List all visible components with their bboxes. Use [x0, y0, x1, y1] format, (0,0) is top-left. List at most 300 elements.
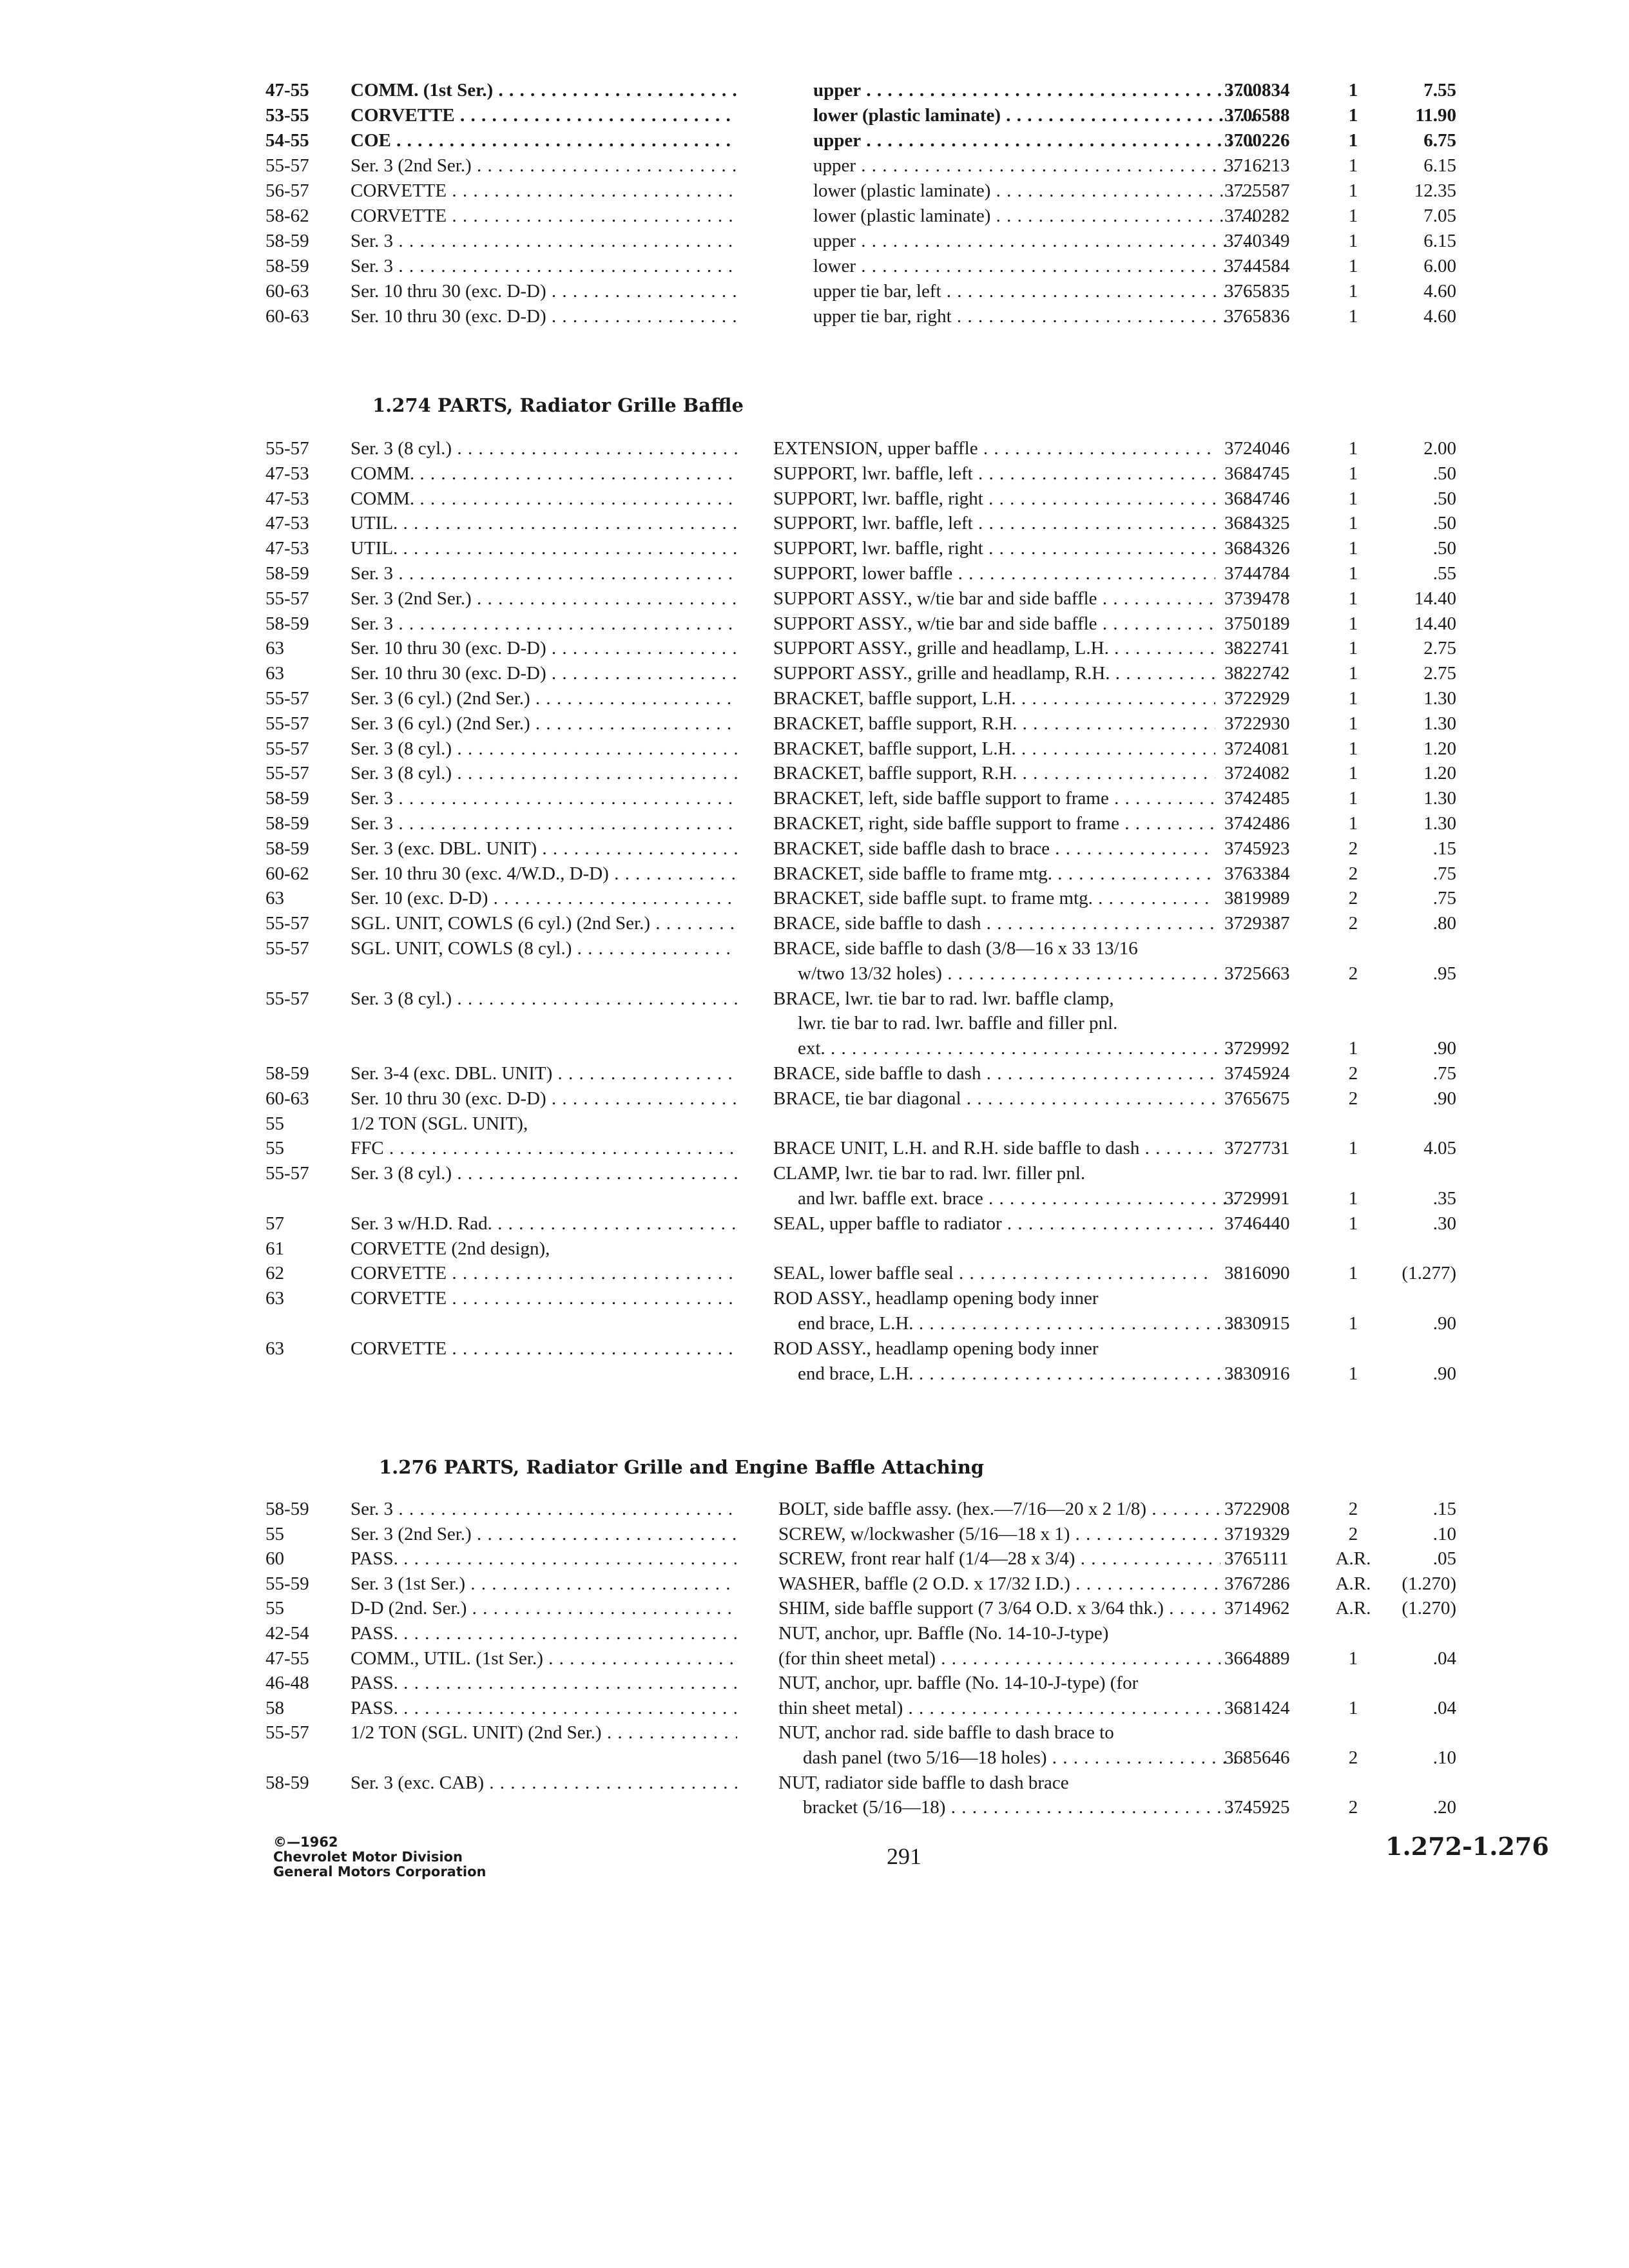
description-cell: BRACE UNIT, L.H. and R.H. side baffle to dash . . . [773, 1135, 1215, 1161]
table-row [0, 102, 1629, 128]
table-row [0, 203, 1629, 229]
year-cell: 47-53 [265, 513, 309, 534]
table-row [0, 1745, 1629, 1771]
year-cell: 58-62 [265, 206, 309, 226]
quantity-cell: 2 [1348, 1088, 1358, 1109]
year-cell: 58-59 [265, 1499, 309, 1519]
model-cell: Ser. 10 thru 30 (exc. 4/W.D., D-D) . . . [351, 861, 737, 887]
price-cell: 4.60 [1423, 306, 1456, 327]
table-row [0, 686, 1629, 711]
quantity-cell: A.R. [1335, 1548, 1371, 1570]
description-cell: ROD ASSY., headlamp opening body inner [773, 1288, 1099, 1309]
description-cell: SUPPORT ASSY., grille and headlamp, R.H. . . . [773, 660, 1215, 686]
model-cell: 1/2 TON (SGL. UNIT), [351, 1113, 528, 1134]
price-cell: .10 [1432, 1523, 1456, 1544]
year-cell: 55-57 [265, 155, 309, 176]
price-cell: .04 [1432, 1648, 1456, 1669]
model-cell: CORVETTE . . . [351, 1260, 737, 1286]
price-cell: .75 [1432, 1063, 1456, 1084]
description-cell: BRACE, side baffle to dash . . . [773, 910, 1215, 936]
table-row [0, 1186, 1629, 1211]
table-row [0, 611, 1629, 637]
table-row [0, 586, 1629, 611]
year-cell: 55-57 [265, 938, 309, 959]
part-number-cell: 3745925 [1224, 1797, 1290, 1818]
year-cell: 42-54 [265, 1623, 309, 1644]
table-row [0, 861, 1629, 887]
part-number-cell: 3765835 [1224, 281, 1290, 302]
model-cell: PASS. . . . [351, 1620, 737, 1646]
year-cell: 56-57 [265, 180, 309, 201]
year-cell: 55-57 [265, 438, 309, 459]
price-cell: 6.00 [1423, 256, 1456, 276]
description-cell: ROD ASSY., headlamp opening body inner [773, 1338, 1099, 1359]
description-cell: upper . . . [813, 153, 1255, 178]
year-cell: 55-57 [265, 738, 309, 759]
model-cell: Ser. 3 . . . [351, 1496, 737, 1522]
table-row [0, 910, 1629, 936]
year-cell: 60-63 [265, 281, 309, 302]
description-cont-cell: end brace, L.H. . . . [798, 1311, 1240, 1336]
description-cell: SEAL, upper baffle to radiator . . . [773, 1211, 1215, 1236]
table-row [0, 986, 1629, 1012]
table-row [0, 228, 1629, 254]
model-cell: Ser. 3 (8 cyl.) . . . [351, 760, 737, 786]
table-row [0, 635, 1629, 661]
price-cell: .90 [1432, 1363, 1456, 1384]
table-row [0, 1160, 1629, 1186]
description-cell: SCREW, front rear half (1/4—28 x 3/4) . . . [778, 1546, 1220, 1571]
part-number-cell: 3724082 [1224, 763, 1290, 784]
quantity-cell: 1 [1348, 563, 1358, 584]
part-number-cell: 3719329 [1224, 1523, 1290, 1544]
price-cell: .30 [1432, 1213, 1456, 1234]
description-cell: BRACKET, left, side baffle support to frame . . . [773, 785, 1215, 811]
quantity-cell: 1 [1348, 180, 1358, 201]
quantity-cell: 1 [1348, 206, 1358, 226]
description-cell: lower (plastic laminate) . . . [813, 203, 1255, 229]
model-cell: Ser. 3 (exc. DBL. UNIT) . . . [351, 836, 737, 861]
description-cell: EXTENSION, upper baffle . . . [773, 436, 1215, 461]
description-cell: NUT, radiator side baffle to dash brace [778, 1772, 1069, 1793]
table-row [0, 1361, 1629, 1387]
year-cell: 55-59 [265, 1573, 309, 1594]
model-cell: Ser. 3 . . . [351, 228, 737, 254]
table-row [0, 1311, 1629, 1336]
year-cell: 63 [265, 888, 284, 909]
table-row [0, 1720, 1629, 1745]
table-row [0, 153, 1629, 178]
part-number-cell: 3729992 [1224, 1038, 1290, 1059]
year-cell: 47-55 [265, 1648, 309, 1669]
model-cell: PASS. . . . [351, 1670, 737, 1696]
price-cell: .04 [1432, 1697, 1456, 1718]
model-cell: PASS. . . . [351, 1695, 737, 1721]
description-cell: lower . . . [813, 253, 1255, 279]
description-cell: BRACKET, side baffle to frame mtg. . . . [773, 861, 1215, 887]
quantity-cell: 2 [1348, 1063, 1358, 1084]
part-number-cell: 3765675 [1224, 1088, 1290, 1109]
description-cell: upper . . . [813, 77, 1255, 103]
description-cell: WASHER, baffle (2 O.D. x 17/32 I.D.) . . . [778, 1571, 1220, 1597]
table-row [0, 1595, 1629, 1621]
table-row [0, 1620, 1629, 1646]
year-cell: 60-62 [265, 863, 309, 884]
table-row [0, 785, 1629, 811]
description-cell: SUPPORT ASSY., w/tie bar and side baffle . . . [773, 611, 1215, 637]
quantity-cell: 1 [1348, 105, 1358, 126]
description-cell: BRACKET, baffle support, L.H. . . . [773, 736, 1215, 762]
quantity-cell: 1 [1348, 155, 1358, 176]
year-cell: 55 [265, 1113, 284, 1134]
model-cell: COMM., UTIL. (1st Ser.) . . . [351, 1646, 737, 1671]
table-row [0, 1111, 1629, 1137]
model-cell: FFC . . . [351, 1135, 737, 1161]
year-cell: 47-53 [265, 463, 309, 484]
model-cell: Ser. 3 (8 cyl.) . . . [351, 1160, 737, 1186]
price-cell: .50 [1432, 513, 1456, 534]
description-cell: CLAMP, lwr. tie bar to rad. lwr. filler pnl. [773, 1163, 1086, 1184]
section-range: 1.272-1.276 [1385, 1832, 1549, 1861]
price-cell: .20 [1432, 1797, 1456, 1818]
quantity-cell: 2 [1348, 888, 1358, 909]
table-row [0, 461, 1629, 486]
part-number-cell: 3816090 [1224, 1263, 1290, 1284]
price-cell: .15 [1432, 1499, 1456, 1519]
description-cell: lower (plastic laminate) . . . [813, 102, 1255, 128]
year-cell: 47-53 [265, 488, 309, 509]
part-number-cell: 3681424 [1224, 1697, 1290, 1718]
quantity-cell: 1 [1348, 130, 1358, 151]
description-cell: lower (plastic laminate) . . . [813, 178, 1255, 204]
price-cell: .50 [1432, 488, 1456, 509]
year-cell: 58 [265, 1697, 284, 1718]
quantity-cell: 1 [1348, 538, 1358, 559]
description-cell: BRACKET, baffle support, R.H. . . . [773, 760, 1215, 786]
table-row [0, 253, 1629, 279]
model-cell: Ser. 10 thru 30 (exc. D-D) . . . [351, 660, 737, 686]
table-row [0, 1236, 1629, 1262]
description-cont-cell: dash panel (two 5/16—18 holes) . . . [803, 1745, 1245, 1771]
part-number-cell: 3744584 [1224, 256, 1290, 276]
price-cell: .35 [1432, 1188, 1456, 1209]
description-cell: upper tie bar, left . . . [813, 278, 1255, 304]
price-cell: 4.05 [1423, 1138, 1456, 1159]
year-cell: 58-59 [265, 838, 309, 859]
table-row [0, 128, 1629, 153]
description-cell: SUPPORT, lower baffle . . . [773, 561, 1215, 586]
quantity-cell: 2 [1348, 863, 1358, 884]
model-cell: Ser. 3 . . . [351, 811, 737, 836]
price-cell: .15 [1432, 838, 1456, 859]
table-row [0, 660, 1629, 686]
part-number-cell: 3822742 [1224, 663, 1290, 684]
model-cell: Ser. 3-4 (exc. DBL. UNIT) . . . [351, 1061, 737, 1086]
table-row [0, 936, 1629, 961]
description-cell: SUPPORT ASSY., w/tie bar and side baffle . . . [773, 586, 1215, 611]
quantity-cell: 1 [1348, 1188, 1358, 1209]
price-cell: 11.90 [1415, 105, 1456, 126]
footer-corporation: General Motors Corporation [273, 1864, 487, 1879]
year-cell: 55-57 [265, 763, 309, 784]
quantity-cell: 1 [1348, 1697, 1358, 1718]
description-cont-cell: and lwr. baffle ext. brace . . . [798, 1186, 1240, 1211]
table-row [0, 1695, 1629, 1721]
description-cell: SUPPORT, lwr. baffle, right . . . [773, 486, 1215, 512]
part-number-cell: 3706588 [1224, 105, 1290, 126]
table-row [0, 1521, 1629, 1547]
price-cell: .80 [1432, 913, 1456, 934]
table-row [0, 760, 1629, 786]
price-cell: .55 [1432, 563, 1456, 584]
part-number-cell: 3729991 [1224, 1188, 1290, 1209]
model-cell: Ser. 3 (6 cyl.) (2nd Ser.) . . . [351, 711, 737, 736]
price-cell: 1.30 [1423, 688, 1456, 709]
section-heading: 1.274 PARTS, Radiator Grille Baffle [372, 394, 744, 416]
quantity-cell: 2 [1348, 838, 1358, 859]
price-cell: (1.277) [1402, 1263, 1456, 1284]
year-cell: 58-59 [265, 788, 309, 809]
quantity-cell: 2 [1348, 963, 1358, 984]
table-row [0, 885, 1629, 911]
quantity-cell: 1 [1348, 256, 1358, 276]
table-row [0, 510, 1629, 536]
model-cell: Ser. 10 thru 30 (exc. D-D) . . . [351, 635, 737, 661]
year-cell: 55-57 [265, 1163, 309, 1184]
model-cell: COMM. (1st Ser.) . . . [351, 77, 737, 103]
model-cell: Ser. 3 (8 cyl.) . . . [351, 436, 737, 461]
price-cell: 1.20 [1423, 738, 1456, 759]
quantity-cell: 1 [1348, 713, 1358, 734]
part-number-cell: 3744784 [1224, 563, 1290, 584]
table-row [0, 961, 1629, 986]
table-row [0, 1260, 1629, 1286]
quantity-cell: 1 [1348, 80, 1358, 101]
footer-division: Chevrolet Motor Division [273, 1849, 463, 1865]
price-cell: 2.00 [1423, 438, 1456, 459]
year-cell: 58-59 [265, 813, 309, 834]
description-cell: upper . . . [813, 128, 1255, 153]
price-cell: (1.270) [1402, 1598, 1456, 1619]
description-cell: BRACKET, right, side baffle support to frame . . . [773, 811, 1215, 836]
model-cell: Ser. 3 (6 cyl.) (2nd Ser.) . . . [351, 686, 737, 711]
year-cell: 47-53 [265, 538, 309, 559]
table-row [0, 486, 1629, 512]
table-row [0, 1571, 1629, 1597]
part-number-cell: 3724081 [1224, 738, 1290, 759]
table-row [0, 1794, 1629, 1820]
model-cell: COE . . . [351, 128, 737, 153]
price-cell: 14.40 [1414, 613, 1456, 634]
part-number-cell: 3684325 [1224, 513, 1290, 534]
year-cell: 54-55 [265, 130, 309, 151]
part-number-cell: 3684746 [1224, 488, 1290, 509]
year-cell: 58-59 [265, 563, 309, 584]
year-cell: 58-59 [265, 613, 309, 634]
part-number-cell: 3739478 [1224, 588, 1290, 609]
quantity-cell: A.R. [1335, 1573, 1371, 1594]
part-number-cell: 3822741 [1224, 638, 1290, 659]
quantity-cell: 1 [1348, 613, 1358, 634]
quantity-cell: 1 [1348, 1648, 1358, 1669]
quantity-cell: 1 [1348, 1313, 1358, 1334]
price-cell: 1.30 [1423, 788, 1456, 809]
model-cell: CORVETTE . . . [351, 178, 737, 204]
model-cell: Ser. 3 . . . [351, 611, 737, 637]
section-heading: 1.276 PARTS, Radiator Grille and Engine Baffle Attaching [379, 1456, 985, 1478]
part-number-cell: 3765836 [1224, 306, 1290, 327]
footer-copyright: ©—1962 [273, 1834, 338, 1850]
part-number-cell: 3742486 [1224, 813, 1290, 834]
part-number-cell: 3767286 [1224, 1573, 1290, 1594]
part-number-cell: 3664889 [1224, 1648, 1290, 1669]
table-row [0, 278, 1629, 304]
part-number-cell: 3750189 [1224, 613, 1290, 634]
part-number-cell: 3830916 [1224, 1363, 1290, 1384]
quantity-cell: 1 [1348, 281, 1358, 302]
table-row [0, 811, 1629, 836]
part-number-cell: 3722930 [1224, 713, 1290, 734]
year-cell: 55 [265, 1523, 284, 1544]
description-cont-cell: bracket (5/16—18) . . . [803, 1794, 1245, 1820]
table-row [0, 77, 1629, 103]
year-cell: 60-63 [265, 1088, 309, 1109]
price-cell: 7.05 [1423, 206, 1456, 226]
year-cell: 60 [265, 1548, 284, 1570]
table-row [0, 711, 1629, 736]
price-cell: 12.35 [1414, 180, 1456, 201]
table-row [0, 1211, 1629, 1236]
part-number-cell: 3722908 [1224, 1499, 1290, 1519]
year-cell: 61 [265, 1238, 284, 1259]
year-cell: 58-59 [265, 1063, 309, 1084]
price-cell: .10 [1432, 1747, 1456, 1768]
year-cell: 63 [265, 1338, 284, 1359]
model-cell: Ser. 3 (exc. CAB) . . . [351, 1770, 737, 1796]
description-cell: BRACKET, side baffle dash to brace . . . [773, 836, 1215, 861]
quantity-cell: 2 [1348, 913, 1358, 934]
description-cell: BRACE, side baffle to dash . . . [773, 1061, 1215, 1086]
table-row [0, 436, 1629, 461]
part-number-cell: 3765111 [1224, 1548, 1289, 1570]
year-cell: 47-55 [265, 80, 309, 101]
model-cell: Ser. 3 (2nd Ser.) . . . [351, 586, 737, 611]
description-cell: BRACE, lwr. tie bar to rad. lwr. baffle clamp, [773, 988, 1114, 1009]
model-cell: Ser. 10 thru 30 (exc. D-D) . . . [351, 303, 737, 329]
price-cell: 6.75 [1423, 130, 1456, 151]
year-cell: 63 [265, 663, 284, 684]
year-cell: 55-57 [265, 588, 309, 609]
year-cell: 58-59 [265, 231, 309, 251]
part-number-cell: 3729387 [1224, 913, 1290, 934]
table-row [0, 1086, 1629, 1111]
quantity-cell: 1 [1348, 1363, 1358, 1384]
year-cell: 55-57 [265, 988, 309, 1009]
table-row [0, 1546, 1629, 1571]
description-cell: NUT, anchor rad. side baffle to dash brace to [778, 1722, 1114, 1744]
quantity-cell: 1 [1348, 1263, 1358, 1284]
price-cell: .75 [1432, 863, 1456, 884]
quantity-cell: 1 [1348, 463, 1358, 484]
quantity-cell: 1 [1348, 1038, 1358, 1059]
year-cell: 55-57 [265, 713, 309, 734]
model-cell: Ser. 10 (exc. D-D) . . . [351, 885, 737, 911]
model-cell: Ser. 3 . . . [351, 253, 737, 279]
price-cell: 1.20 [1423, 763, 1456, 784]
description-cont-cell: lwr. tie bar to rad. lwr. baffle and filler pnl. [798, 1013, 1118, 1034]
quantity-cell: A.R. [1335, 1598, 1371, 1619]
model-cell: UTIL. . . . [351, 510, 737, 536]
part-number-cell: 3746440 [1224, 1213, 1290, 1234]
quantity-cell: 2 [1348, 1499, 1358, 1519]
description-cell: SUPPORT ASSY., grille and headlamp, L.H. . . . [773, 635, 1215, 661]
quantity-cell: 1 [1348, 638, 1358, 659]
part-number-cell: 3742485 [1224, 788, 1290, 809]
year-cell: 46-48 [265, 1673, 309, 1694]
table-row [0, 1285, 1629, 1311]
price-cell: 2.75 [1423, 663, 1456, 684]
model-cell: UTIL. . . . [351, 535, 737, 561]
model-cell: CORVETTE (2nd design), [351, 1238, 550, 1259]
table-row [0, 1670, 1629, 1696]
model-cell: Ser. 10 thru 30 (exc. D-D) . . . [351, 1086, 737, 1111]
price-cell: .50 [1432, 538, 1456, 559]
table-row [0, 561, 1629, 586]
quantity-cell: 1 [1348, 306, 1358, 327]
part-number-cell: 3724046 [1224, 438, 1290, 459]
price-cell: .75 [1432, 888, 1456, 909]
part-number-cell: 3745924 [1224, 1063, 1290, 1084]
year-cell: 55-57 [265, 688, 309, 709]
model-cell: CORVETTE . . . [351, 102, 737, 128]
description-cell: SUPPORT, lwr. baffle, left . . . [773, 461, 1215, 486]
part-number-cell: 3684326 [1224, 538, 1290, 559]
table-row [0, 1770, 1629, 1796]
table-row [0, 1646, 1629, 1671]
table-row [0, 1010, 1629, 1036]
model-cell: Ser. 3 . . . [351, 785, 737, 811]
table-row [0, 1496, 1629, 1522]
part-number-cell: 3716213 [1224, 155, 1290, 176]
quantity-cell: 1 [1348, 813, 1358, 834]
price-cell: .95 [1432, 963, 1456, 984]
model-cell: CORVETTE . . . [351, 1336, 737, 1361]
page-number: 291 [887, 1843, 921, 1869]
model-cell: 1/2 TON (SGL. UNIT) (2nd Ser.) . . . [351, 1720, 737, 1745]
model-cell: CORVETTE . . . [351, 1285, 737, 1311]
quantity-cell: 1 [1348, 588, 1358, 609]
year-cell: 58-59 [265, 256, 309, 276]
description-cell: SCREW, w/lockwasher (5/16—18 x 1) . . . [778, 1521, 1220, 1547]
price-cell: 4.60 [1423, 281, 1456, 302]
model-cell: D-D (2nd. Ser.) . . . [351, 1595, 737, 1621]
part-number-cell: 3722929 [1224, 688, 1290, 709]
quantity-cell: 1 [1348, 738, 1358, 759]
quantity-cell: 1 [1348, 1213, 1358, 1234]
price-cell: .05 [1432, 1548, 1456, 1570]
part-number-cell: 3700226 [1224, 130, 1290, 151]
price-cell: 2.75 [1423, 638, 1456, 659]
model-cell: Ser. 3 (2nd Ser.) . . . [351, 153, 737, 178]
year-cell: 55 [265, 1138, 284, 1159]
description-cell: thin sheet metal) . . . [778, 1695, 1220, 1721]
model-cell: Ser. 3 (2nd Ser.) . . . [351, 1521, 737, 1547]
quantity-cell: 1 [1348, 663, 1358, 684]
part-number-cell: 3700834 [1224, 80, 1290, 101]
quantity-cell: 1 [1348, 788, 1358, 809]
model-cell: SGL. UNIT, COWLS (6 cyl.) (2nd Ser.) . . . [351, 910, 737, 936]
model-cell: COMM. . . . [351, 486, 737, 512]
